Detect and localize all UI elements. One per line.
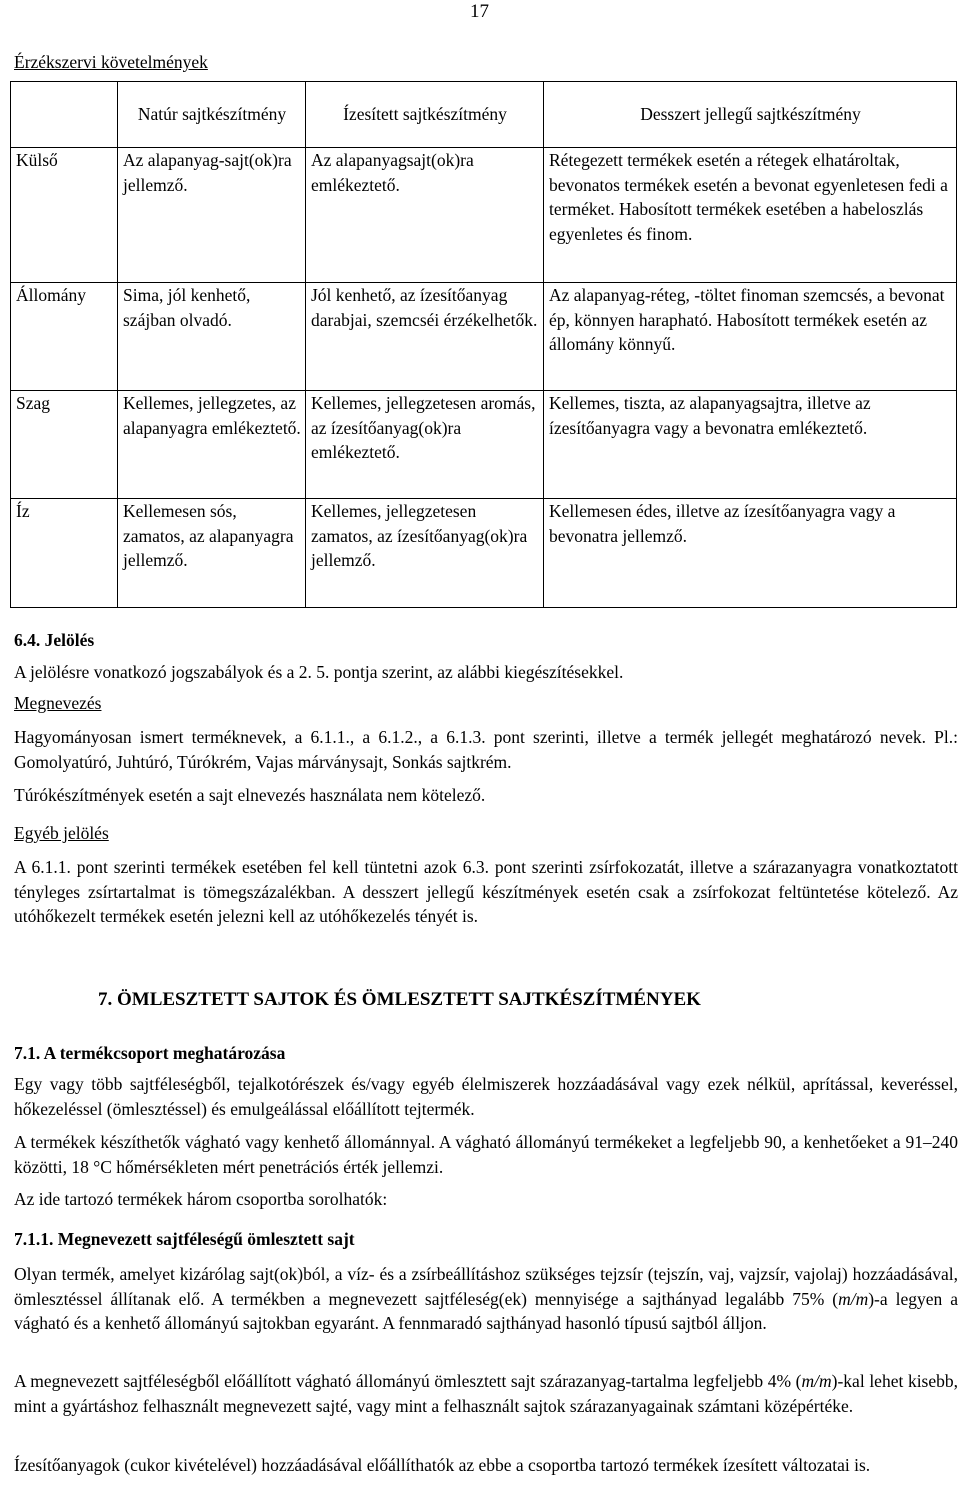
cell-izesitett: Kellemes, jellegzetesen zamatos, az ízesítőanyag(ok)ra jellemző. [306, 499, 544, 608]
subheading-egyeb-jeloles: Egyéb jelölés [14, 823, 109, 843]
header-natur: Natúr sajtkészítmény [118, 82, 306, 148]
header-desszert: Desszert jellegű sajtkészítmény [544, 82, 957, 148]
table-row [11, 148, 957, 283]
header-empty [11, 82, 118, 148]
cell-natur: Kellemesen sós, zamatos, az alapanyagra jellemző. [118, 499, 306, 608]
page-number: 17 [470, 1, 489, 22]
row-label: Állomány [11, 283, 118, 391]
cell-natur: Kellemes, jellegzetes, az alapanyagra emlékeztető. [118, 391, 306, 499]
text-run: Olyan termék, amelyet kizárólag sajt(ok)ból, a víz- és a zsírbeállításhoz szükséges tejzsír (tejszín, vaj, vajzsír, vajolaj) hozzáadásával, ömlesztéssel állítanak elő. A termékben a megnevezett sajtféleség(ek) mennyisége a sajthányad legalább 75% ( [14, 1264, 958, 1309]
table-header-row [11, 82, 957, 148]
row-label: Íz [11, 499, 118, 608]
cell-desszert: Kellemesen édes, illetve az ízesítőanyagra vagy a bevonatra jellemző. [544, 499, 957, 608]
cell-izesitett: Jól kenhető, az ízesítőanyag darabjai, szemcséi érzékelhetők. [306, 283, 544, 391]
cell-natur: Az alapanyag-sajt(ok)ra jellemző. [118, 148, 306, 283]
paragraph: Ízesítőanyagok (cukor kivételével) hozzáadásával előállíthatók az ebbe a csoportba tartozó termékek ízesített változatai is. [14, 1455, 871, 1475]
paragraph: A 6.1.1. pont szerinti termékek esetében fel kell tüntetni azok 6.3. pont szerinti zsírfokozatát, illetve a szárazanyagra vonatkoztatott tényleges zsírtartalmat is tömegszázalékban. A desszert jellegű készítmények esetén csak a zsírfokozat feltüntetése kötelező. Az utóhőkezelt termékek esetén jelezni kell az utóhőkezelés tényét is. [14, 857, 958, 927]
cell-natur: Sima, jól kenhető, szájban olvadó. [118, 283, 306, 391]
italic-unit: m/m [801, 1371, 832, 1391]
cell-izesitett: Az alapanyagsajt(ok)ra emlékeztető. [306, 148, 544, 283]
section-heading-7-1: 7.1. A termékcsoport meghatározása [14, 1043, 286, 1063]
text-run: )-kal lehet kisebb, mint a gyártáshoz felhasznált megnevezett sajté, vagy mint a felhasznált sajtok szárazanyagainak számtani középértéke. [14, 1371, 959, 1416]
paragraph: Túrókészítmények esetén a sajt elnevezés használata nem kötelező. [14, 785, 486, 805]
cell-izesitett: Kellemes, jellegzetesen aromás, az ízesítőanyag(ok)ra emlékeztető. [306, 391, 544, 499]
italic-unit: m/m [838, 1288, 869, 1309]
cell-desszert: Rétegezett termékek esetén a rétegek elhatároltak, bevonatos termékek esetén a bevonat egyenletesen fedi a terméket. Habosított termékek esetében a habeloszlás egyenletes és finom. [544, 148, 957, 283]
cell-desszert: Kellemes, tiszta, az alapanyagsajtra, illetve az ízesítőanyagra vagy a bevonatra emlékeztető. [544, 391, 957, 499]
text-run: A megnevezett sajtféleségből előállított vágható állományú ömlesztett sajt szárazanyag-tartalma legfeljebb 4% ( [14, 1371, 802, 1391]
table-row [11, 499, 957, 608]
table-row [11, 391, 957, 499]
subheading-megnevezes: Megnevezés [14, 693, 102, 713]
paragraph: A termékek készíthetők vágható vagy kenhető állománnyal. A vágható állományú termékeket a legfeljebb 90, a kenhetőeket a 91–240 közötti, 18 °C hőmérsékleten mért penetrációs érték jellemzi. [14, 1132, 958, 1177]
paragraph [14, 1262, 958, 1336]
section-heading-7-1-1: 7.1.1. Megnevezett sajtféleségű ömlesztett sajt [14, 1229, 355, 1249]
paragraph: A jelölésre vonatkozó jogszabályok és a 2. 5. pontja szerint, az alábbi kiegészítésekkel. [14, 662, 624, 682]
row-label: Szag [11, 391, 118, 499]
section-heading-6-4: 6.4. Jelölés [14, 630, 95, 650]
text-run: )-a legyen a vágható és a kenhető állományú sajtokban egyaránt. A fennmaradó sajthányad hasonló típusú sajtból álljon. [14, 1288, 958, 1334]
sensory-requirements-table [10, 81, 957, 608]
paragraph: Egy vagy több sajtféleségből, tejalkotórészek és/vagy egyéb élelmiszerek hozzáadásával vagy ezek nélkül, aprítással, keveréssel, hőkezeléssel (ömlesztéssel) és emulgeálással előállított tejtermék. [14, 1074, 958, 1119]
header-izesitett: Ízesített sajtkészítmény [306, 82, 544, 148]
paragraph: Az ide tartozó termékek három csoportba sorolhatók: [14, 1189, 388, 1209]
paragraph: Hagyományosan ismert terméknevek, a 6.1.1., a 6.1.2., a 6.1.3. pont szerinti, illetve a termék jellegét meghatározó nevek. Pl.: Gomolyatúró, Juhtúró, Túrókrém, Vajas márványsajt, Sonkás sajtkrém. [14, 727, 958, 772]
table-caption: Érzékszervi követelmények [14, 52, 208, 72]
table-row [11, 283, 957, 391]
cell-desszert: Az alapanyag-réteg, -töltet finoman szemcsés, a bevonat ép, könnyen harapható. Habosított termékek esetén az állomány könnyű. [544, 283, 957, 391]
paragraph [14, 1369, 958, 1418]
row-label: Külső [11, 148, 118, 283]
chapter-heading-7: 7. ÖMLESZTETT SAJTOK ÉS ÖMLESZTETT SAJTKÉSZÍTMÉNYEK [98, 989, 701, 1010]
